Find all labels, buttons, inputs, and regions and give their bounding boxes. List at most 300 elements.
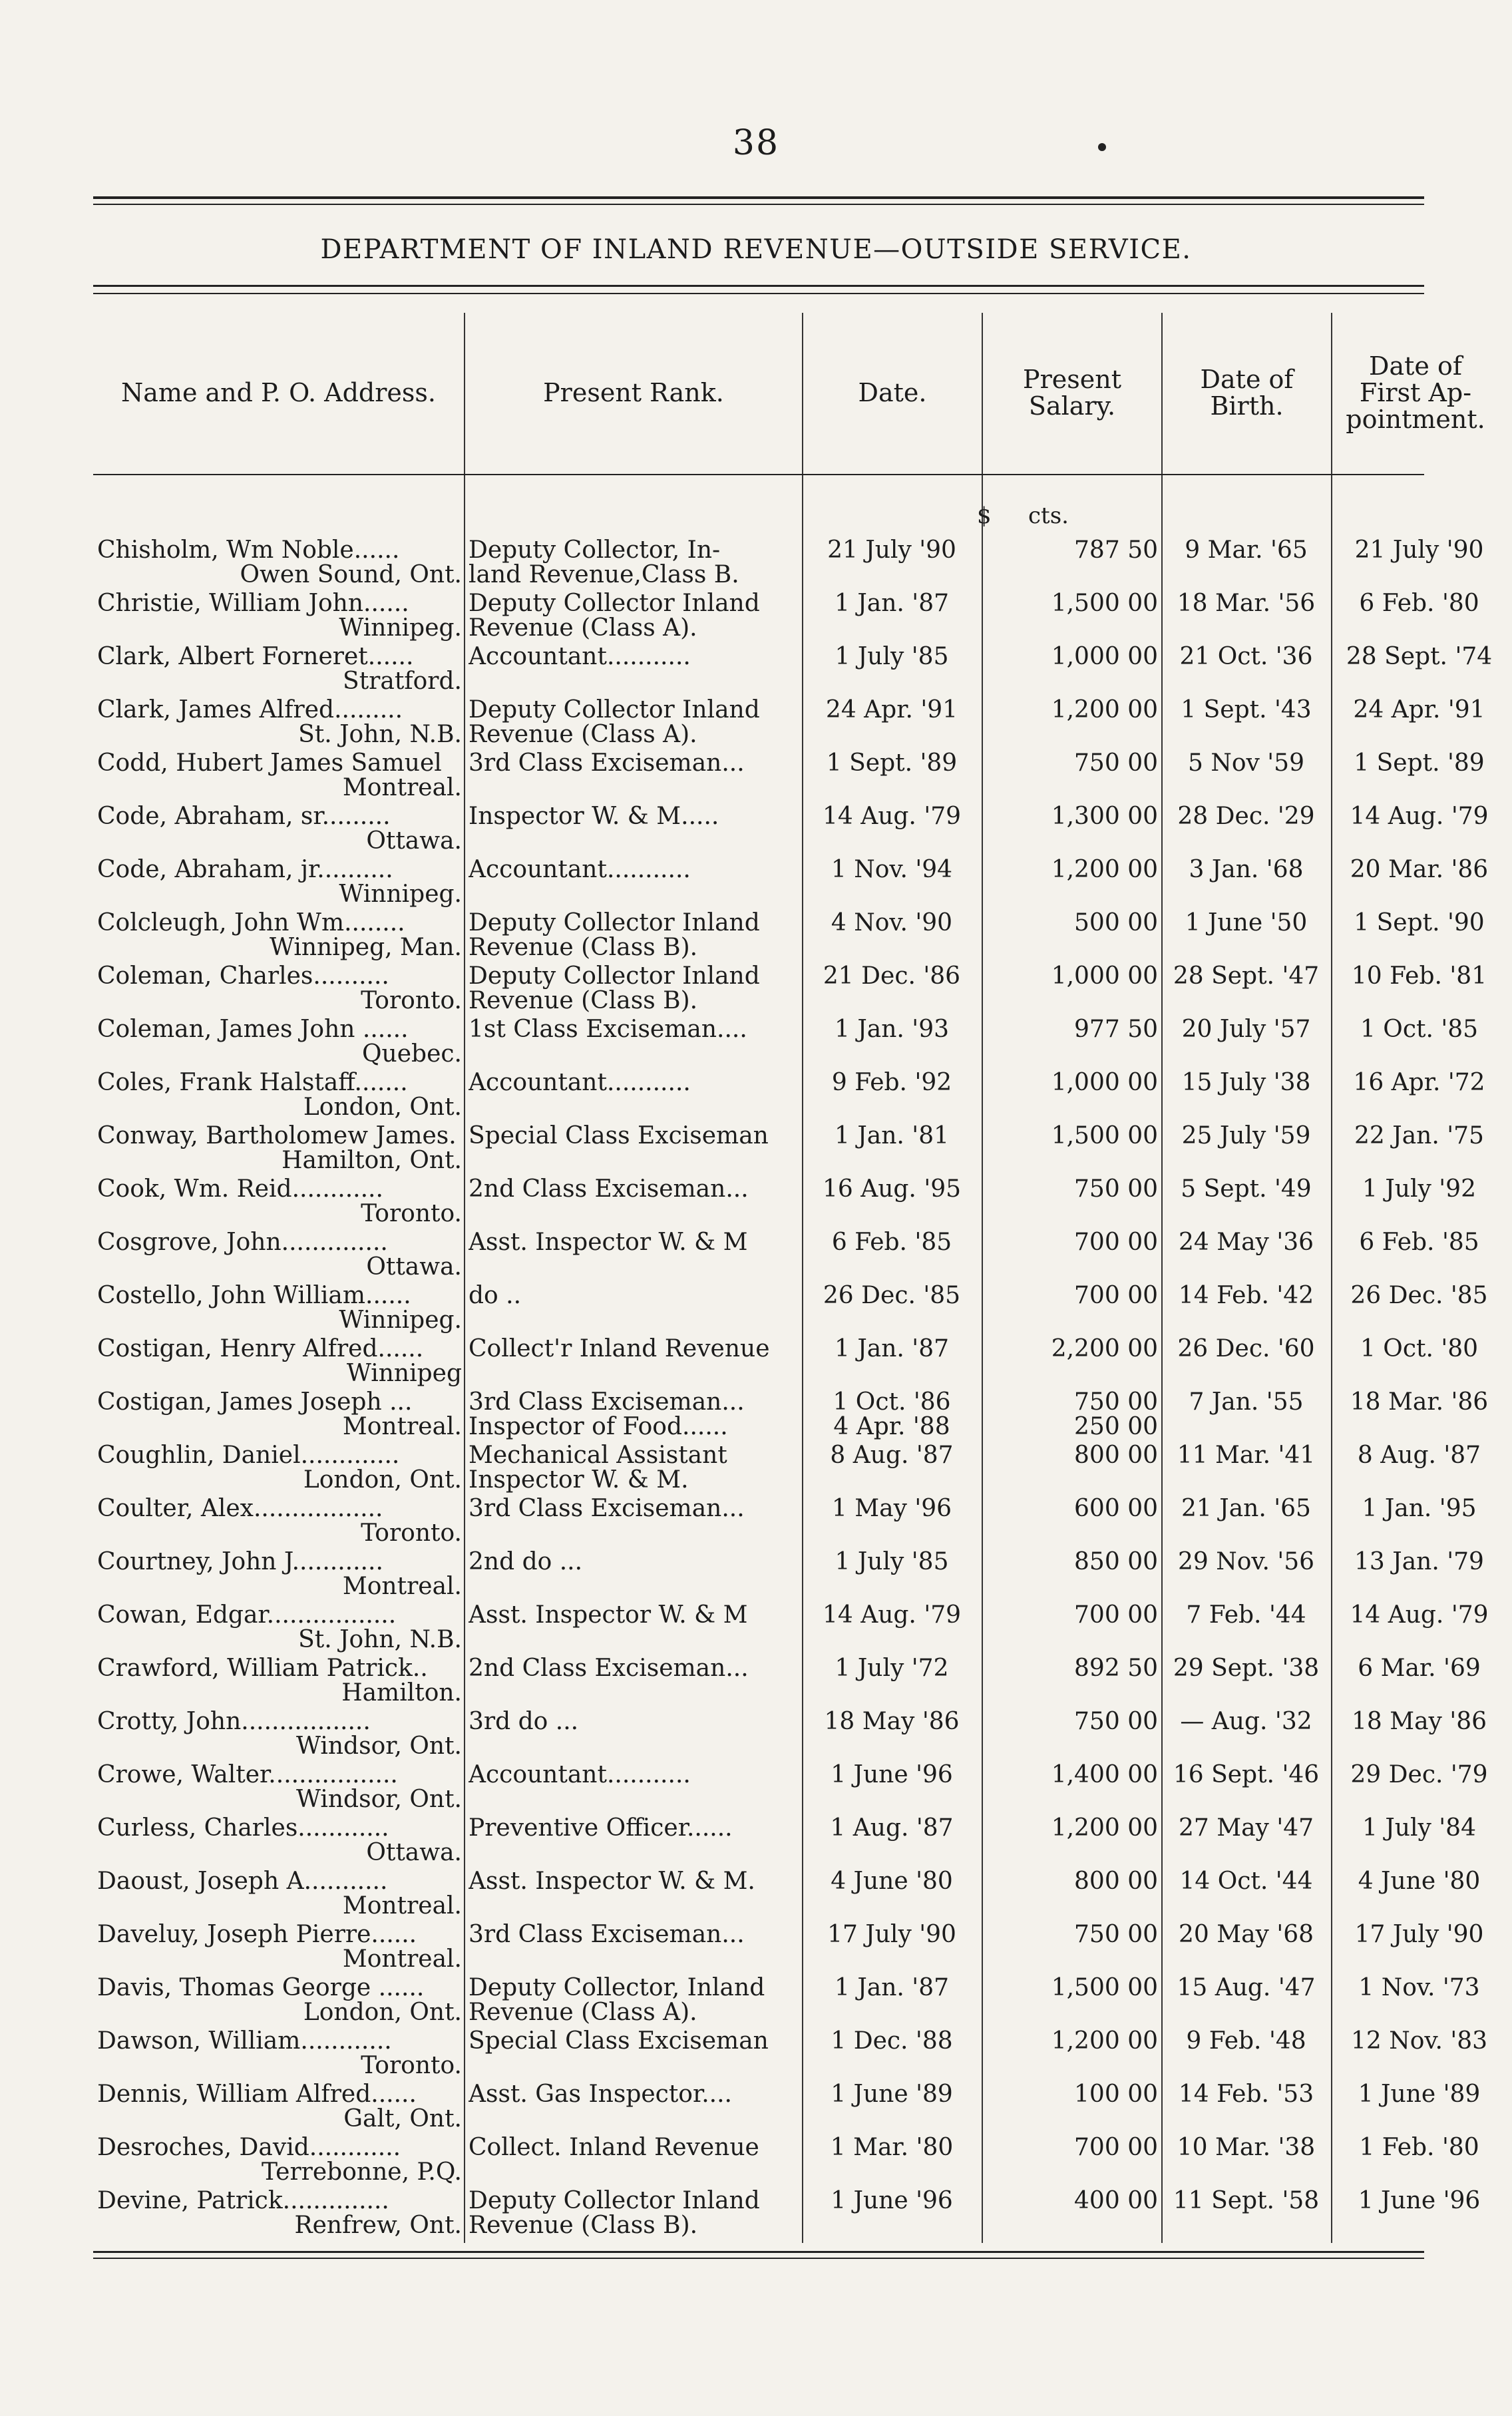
table-body (93, 536, 1493, 2240)
date-cell-text: 1 June '89 (831, 2081, 953, 2108)
name-cell (97, 802, 462, 855)
date-cell-subtext (805, 1095, 978, 1120)
appointment-cell (1334, 642, 1504, 696)
date-cell (805, 1973, 978, 2027)
birth-cell (1165, 1281, 1328, 1334)
date-cell (805, 642, 978, 696)
date-cell (805, 1760, 978, 1814)
table-row (93, 1707, 1487, 1760)
name-cell-text: Coughlin, Daniel............. (97, 1442, 400, 1469)
name-cell-subtext: Toronto. (361, 2053, 462, 2079)
salary-cell-text: 600 00 (1074, 1496, 1158, 1522)
name-cell (97, 1547, 462, 1601)
name-cell (97, 749, 462, 802)
rank-cell-text: 3rd Class Exciseman... (469, 1496, 745, 1522)
table-row (93, 802, 1489, 855)
birth-cell (1165, 855, 1328, 908)
date-cell-text: 1 June '96 (831, 2188, 953, 2214)
appointment-cell (1334, 2027, 1504, 2080)
appointment-cell (1334, 1654, 1504, 1707)
appointment-cell-text: 16 Apr. '72 (1353, 1070, 1485, 1096)
header-rank: Present Rank. (543, 378, 724, 407)
rank-cell-text: Asst. Inspector W. & M (469, 1229, 748, 1256)
date-cell-subtext (805, 1308, 978, 1333)
name-cell (97, 589, 462, 642)
rank-cell-subtext (469, 669, 801, 694)
salary-cell (985, 1547, 1158, 1601)
name-cell-text: Code, Abraham, jr.......... (97, 857, 393, 883)
birth-cell-text: 10 Mar. '38 (1177, 2134, 1316, 2161)
birth-cell-text: 9 Feb. '48 (1186, 2028, 1306, 2055)
name-cell-subtext: Montreal. (342, 775, 462, 801)
date-cell (805, 1867, 978, 1920)
appointment-cell-text: 1 June '89 (1358, 2081, 1481, 2108)
date-cell (805, 1654, 978, 1707)
rank-cell (469, 1973, 801, 2027)
name-cell (97, 855, 462, 908)
salary-cell-subtext (985, 882, 1158, 907)
name-cell (97, 2080, 462, 2133)
top-rule-thin (93, 204, 1424, 205)
date-cell (805, 1494, 978, 1547)
date-cell-text: 1 July '85 (835, 1549, 949, 1575)
name-cell (97, 1494, 462, 1547)
name-cell (97, 908, 462, 962)
name-cell (97, 2027, 462, 2080)
birth-cell-text: 1 Sept. '43 (1181, 697, 1312, 723)
date-cell (805, 1601, 978, 1654)
appointment-cell (1334, 908, 1504, 962)
rank-cell-subtext (469, 1681, 801, 1706)
salary-cell-subtext (985, 1308, 1158, 1333)
date-cell-subtext (805, 1947, 978, 1972)
name-cell-text: Clark, Albert Forneret...... (97, 644, 414, 670)
name-cell (97, 1867, 462, 1920)
appointment-cell-text: 18 Mar. '86 (1350, 1389, 1489, 1416)
appointment-cell-text: 21 July '90 (1354, 537, 1484, 564)
unit-cts: cts. (1028, 503, 1069, 529)
date-cell-text: 14 Aug. '79 (822, 1602, 962, 1629)
salary-cell-text: 787 50 (1074, 537, 1158, 564)
name-cell-text: Dawson, William............ (97, 2028, 392, 2055)
name-cell-text: Crotty, John................. (97, 1709, 371, 1735)
rank-cell-subtext: Revenue (Class B). (469, 2213, 698, 2238)
table-row (93, 696, 1485, 749)
birth-cell-text: 11 Mar. '41 (1177, 1442, 1316, 1469)
rank-cell-text: Accountant........... (469, 857, 691, 883)
date-cell-subtext (805, 1681, 978, 1706)
salary-cell-subtext (985, 935, 1158, 960)
name-cell (97, 1015, 462, 1068)
salary-cell-subtext (985, 616, 1158, 641)
date-cell-subtext (805, 935, 978, 960)
rank-cell (469, 1814, 801, 1867)
table-row (93, 1760, 1488, 1814)
header-salary: Present Salary. (1023, 365, 1121, 421)
name-cell-subtext: Winnipeg. (339, 1308, 462, 1333)
birth-cell (1165, 2186, 1328, 2240)
name-cell-text: Conway, Bartholomew James. (97, 1123, 457, 1149)
date-cell-text: 1 May '96 (831, 1496, 952, 1522)
date-cell-text: 4 Nov. '90 (831, 910, 953, 936)
birth-cell (1165, 2027, 1328, 2080)
rank-cell (469, 2133, 801, 2186)
salary-cell (985, 536, 1158, 589)
date-cell-subtext (805, 2053, 978, 2079)
date-cell-text: 8 Aug. '87 (830, 1442, 954, 1469)
date-cell-text: 1 Jan. '87 (834, 590, 950, 617)
name-cell-subtext: Toronto. (361, 988, 462, 1014)
salary-cell-text: 100 00 (1074, 2081, 1158, 2108)
appointment-cell (1334, 1760, 1504, 1814)
rank-cell (469, 1707, 801, 1760)
birth-cell (1165, 1547, 1328, 1601)
date-cell-subtext (805, 1255, 978, 1280)
salary-cell (985, 1814, 1158, 1867)
appointment-cell-text: 17 July '90 (1354, 1921, 1484, 1948)
rank-cell (469, 1494, 801, 1547)
birth-cell-text: 29 Nov. '56 (1177, 1549, 1315, 1575)
table-row (93, 1814, 1476, 1867)
name-cell-text: Cowan, Edgar................. (97, 1602, 397, 1629)
date-cell-subtext (805, 562, 978, 588)
rank-cell (469, 1228, 801, 1281)
appointment-cell-text: 24 Apr. '91 (1353, 697, 1485, 723)
rank-cell-subtext (469, 1521, 801, 1546)
date-cell-subtext (805, 2000, 978, 2025)
name-cell-subtext: Galt, Ont. (343, 2107, 462, 2132)
birth-cell (1165, 696, 1328, 749)
salary-cell-text: 750 00 (1074, 750, 1158, 777)
date-cell (805, 1121, 978, 1175)
date-cell (805, 1334, 978, 1388)
rank-cell-text: Collect. Inland Revenue (469, 2134, 759, 2161)
appointment-cell-text: 4 June '80 (1358, 1868, 1481, 1895)
birth-cell-text: 9 Mar. '65 (1185, 537, 1308, 564)
birth-cell (1165, 1068, 1328, 1121)
rank-cell-text: 2nd Class Exciseman... (469, 1176, 749, 1203)
birth-cell-text: 21 Jan. '65 (1181, 1496, 1311, 1522)
name-cell-text: Crawford, William Patrick.. (97, 1655, 428, 1682)
name-cell-text: Davis, Thomas George ...... (97, 1975, 425, 2001)
appointment-cell (1334, 802, 1504, 855)
date-cell (805, 2186, 978, 2240)
date-cell-subtext (805, 1787, 978, 1812)
salary-cell-subtext (985, 988, 1158, 1014)
rank-cell (469, 855, 801, 908)
birth-cell (1165, 908, 1328, 962)
birth-cell-text: 7 Feb. '44 (1186, 1602, 1306, 1629)
salary-cell (985, 2133, 1158, 2186)
date-cell-text: 1 Jan. '81 (834, 1123, 950, 1149)
birth-cell (1165, 1388, 1328, 1441)
name-cell-subtext: Windsor, Ont. (295, 1787, 462, 1812)
rank-cell (469, 642, 801, 696)
header-birth: Date of Birth. (1200, 365, 1294, 421)
table-row (93, 1175, 1476, 1228)
rank-cell-subtext: Inspector W. & M. (469, 1468, 689, 1493)
salary-cell-subtext (985, 2107, 1158, 2132)
salary-cell-text: 1,500 00 (1051, 1975, 1158, 2001)
name-cell (97, 1068, 462, 1121)
rank-cell-text: 1st Class Exciseman.... (469, 1016, 747, 1043)
rank-cell-text: Deputy Collector Inland (469, 590, 760, 617)
appointment-cell-text: 8 Aug. '87 (1357, 1442, 1481, 1469)
salary-cell-subtext (985, 1787, 1158, 1812)
name-cell (97, 1814, 462, 1867)
date-cell-text: 1 Aug. '87 (830, 1815, 954, 1842)
name-cell-subtext: London, Ont. (303, 1468, 462, 1493)
salary-cell (985, 802, 1158, 855)
salary-cell (985, 1760, 1158, 1814)
rank-cell (469, 2080, 801, 2133)
salary-cell-subtext (985, 1201, 1158, 1227)
rank-cell (469, 1121, 801, 1175)
appointment-cell-text: 14 Aug. '79 (1350, 803, 1489, 830)
birth-cell (1165, 642, 1328, 696)
name-cell (97, 1281, 462, 1334)
salary-cell (985, 749, 1158, 802)
date-cell (805, 1920, 978, 1973)
rank-cell (469, 1654, 801, 1707)
appointment-cell (1334, 1334, 1504, 1388)
rank-cell-subtext (469, 1361, 801, 1386)
rank-cell-text: Deputy Collector Inland (469, 697, 760, 723)
salary-cell-subtext (985, 1894, 1158, 1919)
name-cell-subtext: Ottawa. (366, 1255, 462, 1280)
rank-cell (469, 1920, 801, 1973)
table-row (93, 2080, 1481, 2133)
date-cell (805, 2080, 978, 2133)
rank-cell-subtext: Revenue (Class B). (469, 935, 698, 960)
rank-cell-text: Special Class Exciseman (469, 1123, 769, 1149)
birth-cell (1165, 1334, 1328, 1388)
rank-cell-text: 2nd Class Exciseman... (469, 1655, 749, 1682)
salary-cell (985, 1334, 1158, 1388)
salary-cell-subtext (985, 1574, 1158, 1599)
salary-cell-subtext: 250 00 (1074, 1414, 1158, 1440)
rank-cell-text: Asst. Inspector W. & M. (469, 1868, 755, 1895)
date-cell-text: 16 Aug. '95 (822, 1176, 962, 1203)
date-cell-text: 24 Apr. '91 (825, 697, 958, 723)
salary-cell-subtext (985, 669, 1158, 694)
appointment-cell (1334, 1920, 1504, 1973)
salary-cell (985, 855, 1158, 908)
appointment-cell-text: 1 July '92 (1362, 1176, 1476, 1203)
salary-cell (985, 1867, 1158, 1920)
date-cell-text: 1 Jan. '87 (834, 1975, 950, 2001)
appointment-cell-text: 6 Mar. '69 (1358, 1655, 1481, 1682)
units-row (93, 503, 1424, 532)
date-cell-text: 1 July '85 (835, 644, 949, 670)
birth-cell (1165, 1175, 1328, 1228)
name-cell-text: Chisholm, Wm Noble...... (97, 537, 400, 564)
date-cell-subtext (805, 2160, 978, 2185)
name-cell-subtext: Renfrew, Ont. (294, 2213, 462, 2238)
table-row (93, 1973, 1480, 2027)
date-cell (805, 749, 978, 802)
name-cell-subtext: Toronto. (361, 1521, 462, 1546)
name-cell-subtext: Hamilton. (341, 1681, 462, 1706)
salary-cell (985, 1441, 1158, 1494)
date-cell-text: 1 July '72 (835, 1655, 949, 1682)
name-cell-text: Desroches, David............ (97, 2134, 401, 2161)
birth-cell (1165, 1441, 1328, 1494)
birth-cell (1165, 589, 1328, 642)
table-row (93, 1547, 1484, 1601)
rank-cell-subtext (469, 1627, 801, 1653)
salary-cell-text: 1,500 00 (1051, 1123, 1158, 1149)
birth-cell (1165, 1973, 1328, 2027)
name-cell-text: Cosgrove, John.............. (97, 1229, 388, 1256)
name-cell-subtext: Ottawa. (366, 829, 462, 854)
birth-cell-text: 16 Sept. '46 (1173, 1762, 1320, 1788)
title-rule-thin (93, 293, 1424, 294)
salary-cell-subtext (985, 2160, 1158, 2185)
salary-cell (985, 1654, 1158, 1707)
rank-cell-subtext (469, 2107, 801, 2132)
rank-cell-text: Inspector W. & M..... (469, 803, 719, 830)
name-cell (97, 962, 462, 1015)
date-cell-subtext (805, 775, 978, 801)
rank-cell-text: Accountant........... (469, 1070, 691, 1096)
name-cell (97, 1121, 462, 1175)
name-cell-subtext: Terrebonne, P.Q. (261, 2160, 462, 2185)
salary-cell-subtext (985, 1148, 1158, 1173)
date-cell (805, 1015, 978, 1068)
birth-cell (1165, 2080, 1328, 2133)
date-cell (805, 2133, 978, 2186)
name-cell-text: Costigan, Henry Alfred...... (97, 1336, 424, 1362)
salary-cell (985, 1281, 1158, 1334)
rank-cell-subtext (469, 1042, 801, 1067)
salary-cell (985, 1015, 1158, 1068)
name-cell-subtext: Stratford. (343, 669, 462, 694)
rank-cell-text: Asst. Inspector W. & M (469, 1602, 748, 1629)
name-cell-text: Daveluy, Joseph Pierre...... (97, 1921, 417, 1948)
appointment-cell-text: 13 Jan. '79 (1354, 1549, 1484, 1575)
name-cell-subtext: Hamilton, Ont. (282, 1148, 462, 1173)
birth-cell-text: — Aug. '32 (1180, 1709, 1312, 1735)
table-row (93, 1228, 1479, 1281)
date-cell-subtext (805, 1361, 978, 1386)
salary-cell (985, 2027, 1158, 2080)
name-cell-subtext: Ottawa. (366, 1840, 462, 1866)
rank-cell-text: Deputy Collector, Inland (469, 1975, 765, 2001)
table-row (93, 1281, 1488, 1334)
name-cell-subtext: Winnipeg. (339, 616, 462, 641)
rank-cell (469, 1281, 801, 1334)
birth-cell-text: 11 Sept. '58 (1173, 2188, 1320, 2214)
salary-cell-subtext (985, 1521, 1158, 1546)
table-row (93, 1388, 1489, 1441)
date-cell-subtext (805, 1201, 978, 1227)
salary-cell-subtext (985, 1681, 1158, 1706)
salary-cell-text: 750 00 (1074, 1176, 1158, 1203)
rank-cell-text: 3rd Class Exciseman... (469, 1921, 745, 1948)
rank-cell-subtext (469, 1201, 801, 1227)
rank-cell-text: Deputy Collector, In- (469, 537, 721, 564)
rank-cell-text: do .. (469, 1283, 522, 1309)
date-cell-text: 1 Oct. '86 (833, 1389, 951, 1416)
name-cell-subtext: Toronto. (361, 1201, 462, 1227)
date-cell-subtext (805, 1042, 978, 1067)
date-cell-text: 9 Feb. '92 (831, 1070, 952, 1096)
name-cell (97, 2186, 462, 2240)
rank-cell-subtext: Revenue (Class A). (469, 616, 697, 641)
rank-cell-subtext (469, 1947, 801, 1972)
date-cell-text: 18 May '86 (824, 1709, 960, 1735)
date-cell-subtext (805, 1468, 978, 1493)
appointment-cell-text: 14 Aug. '79 (1350, 1602, 1489, 1629)
rank-cell (469, 536, 801, 589)
rank-cell-text: Deputy Collector Inland (469, 963, 760, 990)
name-cell-text: Costigan, James Joseph ... (97, 1389, 413, 1416)
birth-cell (1165, 749, 1328, 802)
salary-cell-text: 700 00 (1074, 1602, 1158, 1629)
name-cell (97, 1707, 462, 1760)
name-cell (97, 1228, 462, 1281)
name-cell-text: Codd, Hubert James Samuel (97, 750, 442, 777)
date-cell (805, 802, 978, 855)
appointment-cell (1334, 1814, 1504, 1867)
name-cell-text: Cook, Wm. Reid............ (97, 1176, 383, 1203)
appointment-cell-text: 1 Oct. '80 (1360, 1336, 1479, 1362)
birth-cell-text: 28 Dec. '29 (1177, 803, 1315, 830)
salary-cell-text: 700 00 (1074, 2134, 1158, 2161)
date-cell-subtext (805, 669, 978, 694)
staff-table (93, 313, 1493, 2243)
appointment-cell-text: 1 Sept. '89 (1354, 750, 1485, 777)
name-cell-subtext: Quebec. (362, 1042, 462, 1067)
name-cell-text: Costello, John William...... (97, 1283, 411, 1309)
name-cell-subtext: Montreal. (342, 1947, 462, 1972)
appointment-cell (1334, 1707, 1504, 1760)
birth-cell-text: 24 May '36 (1178, 1229, 1314, 1256)
name-cell-text: Clark, James Alfred......... (97, 697, 403, 723)
salary-cell-subtext (985, 2053, 1158, 2079)
salary-cell-subtext (985, 2213, 1158, 2238)
date-cell (805, 1281, 978, 1334)
rank-cell (469, 908, 801, 962)
salary-cell (985, 2186, 1158, 2240)
rank-cell-subtext: land Revenue,Class B. (469, 562, 739, 588)
date-cell (805, 855, 978, 908)
rank-cell-text: Collect'r Inland Revenue (469, 1336, 770, 1362)
name-cell-text: Curless, Charles............ (97, 1815, 389, 1842)
rank-cell-text: Mechanical Assistant (469, 1442, 727, 1469)
birth-cell (1165, 1654, 1328, 1707)
rank-cell (469, 1175, 801, 1228)
name-cell-subtext: St. John, N.B. (298, 1627, 462, 1653)
birth-cell (1165, 1707, 1328, 1760)
birth-cell-text: 28 Sept. '47 (1173, 963, 1320, 990)
birth-cell (1165, 1867, 1328, 1920)
date-cell-subtext (805, 829, 978, 854)
salary-cell-subtext (985, 1947, 1158, 1972)
birth-cell-text: 20 July '57 (1181, 1016, 1311, 1043)
salary-cell-text: 1,200 00 (1051, 2028, 1158, 2055)
date-cell (805, 1068, 978, 1121)
rank-cell-subtext (469, 2053, 801, 2079)
name-cell (97, 1601, 462, 1654)
salary-cell-subtext (985, 1627, 1158, 1653)
rank-cell (469, 1867, 801, 1920)
salary-cell-text: 800 00 (1074, 1442, 1158, 1469)
birth-cell-text: 29 Sept. '38 (1173, 1655, 1320, 1682)
date-cell-subtext (805, 1627, 978, 1653)
page-number: 38 (732, 123, 780, 163)
